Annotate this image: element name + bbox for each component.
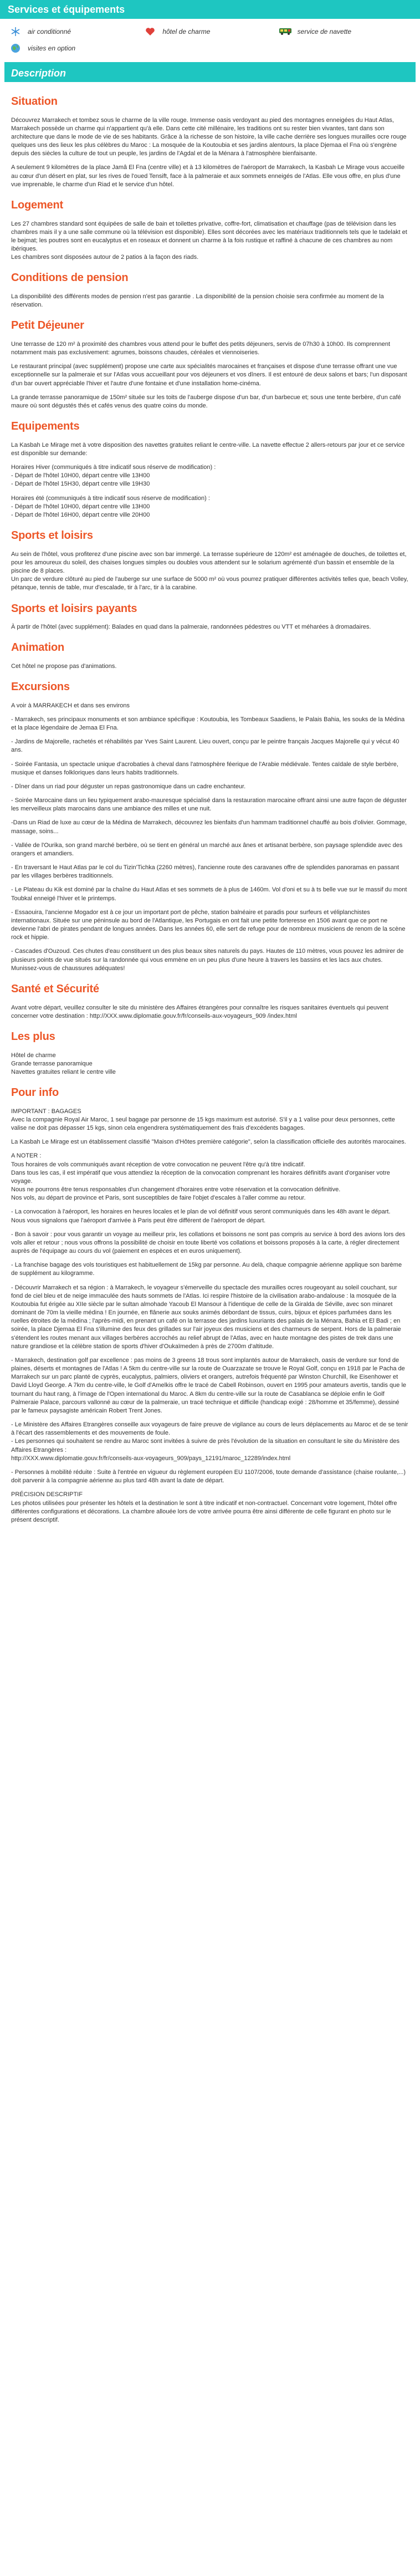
services-list — [0, 19, 420, 62]
section-paragraph: Cet hôtel ne propose pas d'animations. — [11, 662, 117, 670]
section-paragraph: PRÉCISION DESCRIPTIF Les photos utilisées pour présenter les hôtels et la destination le sont à titre indicatif et non-contractuel. Concernant votre logement, l'hôtel offre différentes configurations et décorations. La chambre allouée lors de votre arrivée pourra être ainsi différente de celle figurant en photo sur le présent descriptif. — [11, 1491, 397, 1523]
snowflake-icon — [8, 27, 23, 37]
shuttle-icon — [278, 27, 293, 37]
section-paragraph: Découvrez Marrakech et tombez sous le charme de la ville rouge. Immense oasis verdoyant au pied des montagnes enneigées du Haut Atlas, Marrakech possède un charme qui n'appartient qu'à elle. Dans cette cité millénaire, les traditions ont su rester bien vivantes, tant dans son architecture que dans le mode de vie de ses habitants. Grâce à la richesse de son histoire, la ville cache derrière ses longues murailles ocre rouge quelques uns des lieux les plus célèbres du Maroc : La mosquée de la Koutoubia et ses jardins alentours, la place Djemaa el Fna où s'engrène depuis des siècles la culture de tout un peuple, les jardins de l'Agdal et de la Ménara à l'atmosphère bienfaisante. — [11, 116, 407, 157]
section-heading-les-plus: Les plus — [11, 1030, 55, 1043]
section-heading-conditions-pension: Conditions de pension — [11, 272, 129, 284]
section-paragraph: - Jardins de Majorelle, rachetés et réhabilités par Yves Saint Laurent. Lieu ouvert, conçu par le peintre français Jacques Majorelle qui y vécut 40 ans. — [11, 738, 399, 754]
section-paragraph: Une terrasse de 120 m² à proximité des chambres vous attend pour le buffet des petits déjeuners, servis de 07h30 à 10h00. Ils comprennent notamment mais pas exclusivement: agrumes, boissons chaudes, céréales et viennoiseries. — [11, 340, 391, 356]
section-paragraph: Avant votre départ, veuillez consulter le site du ministère des Affaires étrangères pour connaître les risques sanitaires éventuels qui peuvent concerner votre destination : http://XXX.www.diplomatie.gouv.fr/fr/conseils-aux-voyageurs_909 /index.html — [11, 1004, 388, 1019]
section-paragraph: - Le Plateau du Kik est dominé par la chaîne du Haut Atlas et ses sommets de à plus de 1460m. Vol d'oni et su à ts belle vue sur le massif du mont Toubkal enneigé l'hiver et le printemps. — [11, 886, 407, 902]
section-paragraph: -Dans un Riad de luxe au cœur de la Médina de Marrakech, découvrez les bienfaits d'un hammam traditionnel chauffé au bois d'olivier. Gommage, massage, soins... — [11, 819, 407, 835]
section-paragraph: - Essaouira, l'ancienne Mogador est à ce jour un important port de pêche, station balnéaire et paradis pour surfeurs et véliplanchistes internationaux. Située sur une péninsule au bord de l'Atlantique, les Portugais en ont fait une petite forteresse en 1506 avant que ce port ne devienne l'abri de pirates pendant de longues années. Dans les années 60, elle sert de refuge pour de nombreux musiciens de renom de la scène rock et hippie. — [11, 909, 406, 941]
section-paragraph: - Soirée Marocaine dans un lieu typiquement arabo-mauresque spécialisé dans la restauration marocaine offrant ainsi une autre façon de déguster les merveilleux plats marocains dans une ambiance des milles et une nuit. — [11, 797, 407, 813]
section-heading-sante-securite: Santé et Sécurité — [11, 983, 99, 995]
section-paragraph: A voir à MARRAKECH et dans ses environs — [11, 702, 130, 709]
section-paragraph: Horaires été (communiqués à titre indicatif sous réserve de modification) : - Départ de l'hôtel 10H00, départ centre ville 13H00 - Départ de l'hôtel 16H00, départ centre ville 20H00 — [11, 494, 210, 518]
section-heading-animation: Animation — [11, 641, 64, 654]
section-heading-logement: Logement — [11, 198, 63, 211]
section-paragraph: - Le Ministère des Affaires Etrangères conseille aux voyageurs de faire preuve de vigilance au cours de leurs déplacements au Maroc et de se tenir à l'écart des rassemblements et des mouvements de foule. - Les personnes qui souhaitent se rendre au Maroc sont invitées à suivre de près l'évolution de la situation en consultant le site du Ministère des Affaires Etrangères : http://XXX.www.diplomatie.gouv.fr/fr/conseils-aux-voyageurs_909/pays_12191/maroc_12289/index.html — [11, 1421, 408, 1462]
section-paragraph: A seulement 9 kilomètres de la place Jamâ El Fna (centre ville) et à 13 kilomètres de l'aéroport de Marrakech, la Kasbah Le Mirage vous accueille au cœur d'un désert en plat, sur les rives de l'oued Tensift, face à la palmeraie et aux sommets enneigés de l'Atlas. Elle vous offre, en plus d'une vue imprenable, le charme d'un Riad et le service d'un hôtel. — [11, 164, 405, 188]
description-content — [0, 82, 420, 1541]
section-paragraph: À partir de l'hôtel (avec supplément): Balades en quad dans la palmeraie, randonnées pédestres ou VTT et méharées à dromadaires. — [11, 624, 371, 631]
description-header — [4, 62, 416, 82]
heart-icon — [142, 27, 158, 37]
section-paragraph: Horaires Hiver (communiqués à titre indicatif sous réserve de modification) : - Départ de l'hôtel 10H00, départ centre ville 13H00 - Départ de l'hôtel 15H30, départ centre ville 19H30 — [11, 464, 216, 488]
section-paragraph: - Soirée Fantasia, un spectacle unique d'acrobaties à cheval dans l'atmosphère féerique de l'Arabie médiévale. Tentes caïdale de style berbère, musique et danses folkloriques dans leurs habits traditionnels. — [11, 761, 398, 776]
service-air-conditioning: air conditionné — [8, 27, 142, 37]
section-paragraph: - Dîner dans un riad pour déguster un repas gastronomique dans un cadre enchanteur. — [11, 783, 246, 790]
section-paragraph: Les 27 chambres standard sont équipées de salle de bain et toilettes privative, coffre-fort, climatisation et chauffage (pas de télévision dans les chambres mais il y a une salle commune où la télévision est disponible). Elles sont décorées avec les matériaux traditionnels tels que le tadelakt et le bejmat; les poutres sont en eucalyptus et en roseaux et donnent un charme à la fois rustique et raffiné à chacune de ces chambres au nom ibériques. Les chambres sont disposées autour de 2 patios à la façon des riads. — [11, 220, 407, 261]
section-paragraph: Au sein de l'hôtel, vous profiterez d'une piscine avec son bar immergé. La terrasse supérieure de 120m² est aménagée de douches, de toilettes et, pour les amoureux du soleil, des chaises longues simples ou doubles vous attendent sur le solarium agrémenté d'un bassin et ensemble de la piscine de 8 places. Un parc de verdure clôturé au pied de l'auberge sur une surface de 5000 m² où vous pourrez pratiquer différentes activités telles que, beach Volley, pétanque, tennis de table, mur d'escalade, tir à l'arc, tir à la carabine. — [11, 550, 408, 591]
section-heading-situation: Situation — [11, 95, 58, 108]
section-paragraph: La Kasbah Le Mirage met à votre disposition des navettes gratuites reliant le centre-ville. La navette effectue 2 allers-retours par jour et ce service est disponible sur demande: — [11, 441, 405, 457]
section-paragraph: - Vallée de l'Ourika, son grand marché berbère, où se tient en général un marché aux ânes et artisanat berbère, son paysage splendide avec des orangers et amandiers. — [11, 841, 403, 857]
service-optional-visits: visites en option — [8, 43, 146, 53]
section-paragraph: - Bon à savoir : pour vous garantir un voyage au meilleur prix, les collations et boissons ne sont pas compris au service à bord des avions lors des vols aller et retour ; nous vous offrons la possibilité de choisir en toute liberté vos collations et boissons proposés à la carte, à régler directement auprès de l'équipage au cours du vol (paiement en espèces et en euros uniquement). — [11, 1231, 406, 1255]
section-heading-petit-dejeuner: Petit Déjeuner — [11, 319, 84, 332]
services-title: Services et équipements — [8, 4, 125, 15]
section-heading-sports-loisirs-payants: Sports et loisirs payants — [11, 602, 137, 615]
section-paragraph: La disponibilité des différents modes de pension n'est pas garantie . La disponibilité de la pension choisie sera confirmée au moment de la réservation. — [11, 293, 384, 309]
section-paragraph: Hôtel de charme Grande terrasse panoramique Navettes gratuites reliant le centre ville — [11, 1052, 116, 1075]
services-header — [0, 0, 420, 19]
section-heading-sports-loisirs: Sports et loisirs — [11, 529, 93, 542]
section-heading-pour-info: Pour info — [11, 1086, 59, 1099]
section-paragraph: - Découvrir Marrakech et sa région : à Marrakech, le voyageur s'émerveille du spectacle des murailles ocres rougeoyant au soleil couchant, sur fond de ciel bleu et de neige immaculée des hauts sommets de l'Atlas. Ici respire l'histoire de la civilisation arabo-andalouse : la mosquée de la Koutoubia fut érigée au XIIe siècle par le sultan almohade Yacoub El Mansour à l'identique de celle de la Giralda de Séville, avec son minaret dominant de 70m la vieille médina ! En journée, en flânerie aux souks animés débordant de tissus, cuirs, bijoux et épices parfumées dans les ruelles étroites de la médina ; l'après-midi, en prenant un café on la terrasse des jardins luxuriants des palais de la Ménara, Bahia et El Badi ; en soirée, la place Djemaa El Fna s'illumine des feux des grillades sur l'air joyeux des musiciens et des charmeurs de serpent. Hors de la palmeraie s'étendent les routes menant aux villages berbères accrochés au relief abrupt de l'Atlas, avec en haute montagne des pistes de trek dans une nature grandiose et la célèbre station de sports d'hiver d'Oukaïmeden à près de 2700m d'altitude. — [11, 1284, 401, 1350]
section-paragraph: - Personnes à mobilité réduite : Suite à l'entrée en vigueur du règlement européen EU 1107/2006, toute demande d'assistance (chaise roulante,...) doit parvenir à la compagnie aérienne au plus tard 48h avant la date de départ. — [11, 1469, 406, 1485]
section-paragraph: - Marrakech, destination golf par excellence : pas moins de 3 greens 18 trous sont implantés autour de Marrakech, oasis de verdure sur fond de plaines, déserts et montagnes de l'Atlas ! A 5km du centre-ville sur la route de Ouarzazate se trouve le Royal Golf, conçu en 1918 par le Pacha de Marrakech sur un parc planté de cyprès, eucalyptus, palmiers, oliviers et orangers, autrefois fréquenté par Winston Churchill, Ike Eisenhower et David Lloyd George. A 7km du centre-ville, le Golf d'Amelkis offre le tracé de Cabell Robinson, ouvert en 1995 pour amateurs avertis, tandis que le tournant du haut rang, à l'image de l'Open international du Maroc. A 8km du centre-ville sur la route de Casablanca se déploie enfin le Golf Palmeraie Palace, parcours vallonné au cœur de la palmeraie, un tracé technique et difficile (handicap exigé : 28/homme et 35/femme), dessiné par le fameux paysagiste américain Robert Trent Jones. — [11, 1356, 407, 1414]
section-paragraph: Le restaurant principal (avec supplément) propose une carte aux spécialités marocaines et françaises et dispose d'une terrasse offrant une vue exceptionnelle sur la palmeraie et sur l'Atlas vous accueillant pour vos déjeuners et vos dîners. Il est entouré de deux salons et bars; l'un disposant d'un bar ouvert appréciable l'hiver et l'autre d'une fontaine et d'une installation home-cinéma. — [11, 363, 407, 387]
section-paragraph: A NOTER : Tous horaires de vols communiqués avant réception de votre convocation ne peuvent l'être qu'à titre indicatif. Dans tous les cas, il est impératif que vous attendiez la réception de la convocation comprenant les horaires définitifs avant d'organiser votre voyage. Nous ne pourrons être tenus responsables d'un changement d'horaires entre votre réservation et la convocation définitive. Nos vols, au départ de province et Paris, sont susceptibles de faire l'objet d'escales à l'aller comme au retour. — [11, 1152, 390, 1202]
section-heading-equipements: Equipements — [11, 420, 80, 433]
section-paragraph: IMPORTANT : BAGAGES Avec la compagnie Royal Air Maroc, 1 seul bagage par personne de 15 kgs maximum est autorisé. S'il y a 1 valise pour deux personnes, cette valise ne doit pas dépasser 15 kgs, sinon cela engendrera systématiquement des frais d'excédents bagages. — [11, 1108, 395, 1131]
section-paragraph: - La franchise bagage des vols touristiques est habituellement de 15kg par personne. Au delà, chaque compagnie aérienne applique son barème de supplément au kilogramme. — [11, 1262, 402, 1277]
section-paragraph: - En traversant le Haut Atlas par le col du Tizin'Tichka (2260 mètres), l'ancienne route des caravanes offre de splendides panoramas en passant par les villages berbères traditionnels. — [11, 864, 399, 880]
section-heading-excursions: Excursions — [11, 681, 70, 693]
section-paragraph: - Marrakech, ses principaux monuments et son ambiance spécifique : Koutoubia, les Tombeaux Saadiens, le Palais Bahia, les souks de la Médina et la place légendaire de Jemaa El Fna. — [11, 716, 405, 732]
section-paragraph: - La convocation à l'aéroport, les horaires en heures locales et le plan de vol définitif vous seront communiqués dans les 48h avant le départ. Nous vous signalons que l'aéroport d'arrivée à Paris peut être différent de l'aéroport de départ. — [11, 1208, 391, 1224]
section-paragraph: - Cascades d'Ouzoud. Ces chutes d'eau constituent un des plus beaux sites naturels du pays. Hautes de 110 mètres, vous pouvez les admirer de plusieurs points de vue situés sur la randonnée qui vous emmène en un peu plus d'une heure à travers les bassins et les lacs aux chutes. Munissez-vous de chaussures adéquates! — [11, 948, 404, 972]
globe-icon — [8, 43, 23, 53]
service-charm-hotel: hôtel de charme — [142, 27, 277, 37]
description-title: Description — [11, 68, 66, 79]
service-shuttle: service de navette — [278, 27, 412, 37]
section-paragraph: La grande terrasse panoramique de 150m² située sur les toits de l'auberge dispose d'un bar, d'un barbecue et; sous une tente berbère, d'un café maure où sont dégustés thés et cafés venus des quatre coins du monde. — [11, 394, 401, 409]
section-paragraph: La Kasbah Le Mirage est un établissement classifié "Maison d'Hôtes première catégorie", selon la classification officielle des autorités marocaines. — [11, 1139, 406, 1146]
